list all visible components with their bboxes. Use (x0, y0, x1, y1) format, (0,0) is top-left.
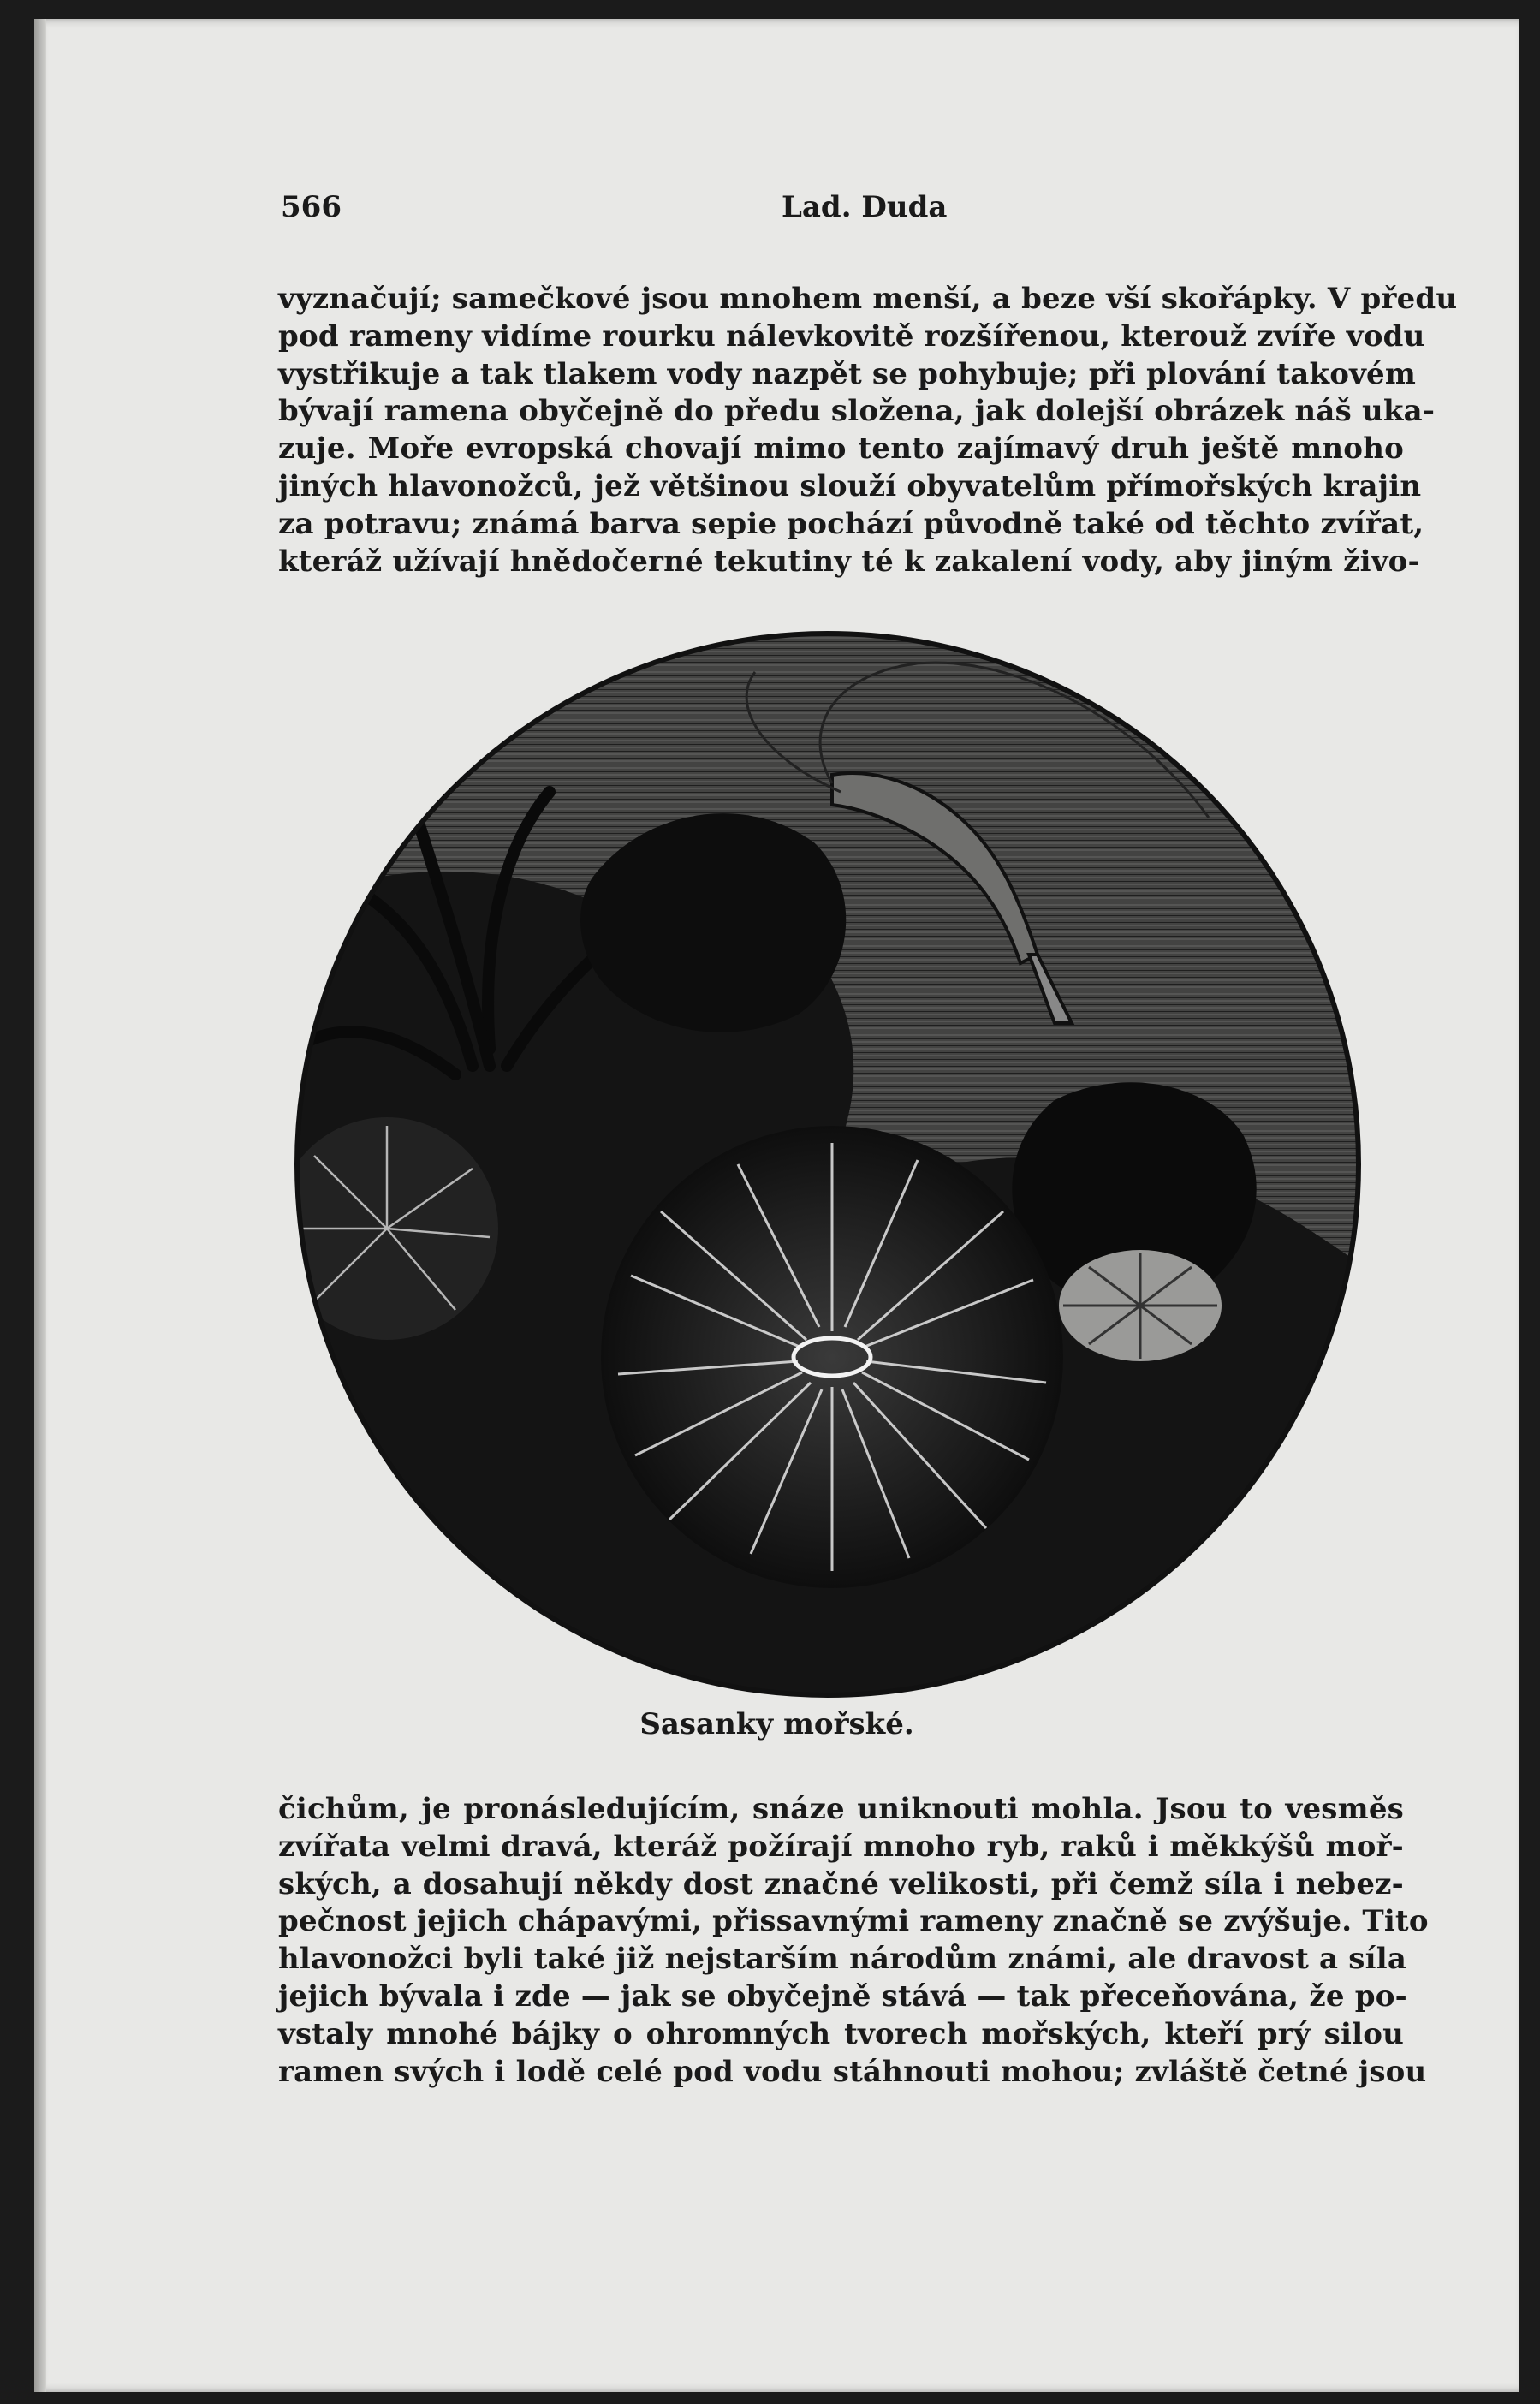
text-line: kteráž užívají hnědočerné tekutiny té k zakalení vody, aby jiným živo- (278, 544, 1420, 579)
text-line: jejich bývala i zde — jak se obyčejně stává — tak přeceňována, že po- (278, 1979, 1407, 2014)
sea-anemones-illustration (284, 621, 1371, 1708)
page-header (281, 190, 1428, 233)
text-line: bývají ramena obyčejně do předu složena, jak dolejší obrázek náš uka- (278, 394, 1436, 429)
text-line: hlavonožci byli také již nejstarším národům známi, ale dravost a síla (278, 1942, 1407, 1977)
central-anemone (601, 1126, 1063, 1588)
text-line: zuje. Moře evropská chovají mimo tento zajímavý druh ještě mnoho (278, 431, 1404, 467)
text-line: čichům, je pronásledujícím, snáze uniknouti mohla. Jsou to vesměs (278, 1792, 1404, 1826)
running-head: Lad. Duda (782, 190, 948, 224)
bottom-paragraph (278, 1791, 1429, 2091)
text-line: jiných hlavonožců, jež většinou slouží obyvatelům přímořských krajin (278, 468, 1422, 503)
sea-urchin (1059, 1250, 1222, 1361)
text-line: vystřikuje a tak tlakem vody nazpět se pohybuje; při plování takovém (278, 356, 1417, 391)
text-line: pod rameny vidíme rourku nálevkovitě rozšířenou, kterouž zvíře vodu (278, 318, 1425, 354)
text-line: zvířata velmi dravá, kteráž požírají mnoho ryb, raků i měkkýšů moř- (278, 1829, 1404, 1864)
top-paragraph (278, 281, 1458, 580)
text-line: vstaly mnohé bájky o ohromných tvorech mořských, kteří prý silou (278, 2016, 1404, 2051)
text-line: za potravu; známá barva sepie pochází původně také od těchto zvířat, (278, 506, 1424, 541)
page-number: 566 (281, 190, 342, 224)
text-line: pečnost jejich chápavými, přissavnými rameny značně se zvýšuje. Tito (278, 1904, 1429, 1939)
text-line: ských, a dosahují někdy dost značné velikosti, při čemž síla i nebez- (278, 1866, 1404, 1901)
figure-caption: Sasanky mořské. (639, 1707, 914, 1741)
page-spine-shadow (34, 19, 46, 2392)
book-page (34, 19, 1519, 2392)
text-line: vyznačují; samečkové jsou mnohem menší, a beze vší skořápky. V předu (278, 282, 1458, 316)
text-line: ramen svých i lodě celé pod vodu stáhnouti mohou; zvláště četné jsou (278, 2054, 1427, 2089)
